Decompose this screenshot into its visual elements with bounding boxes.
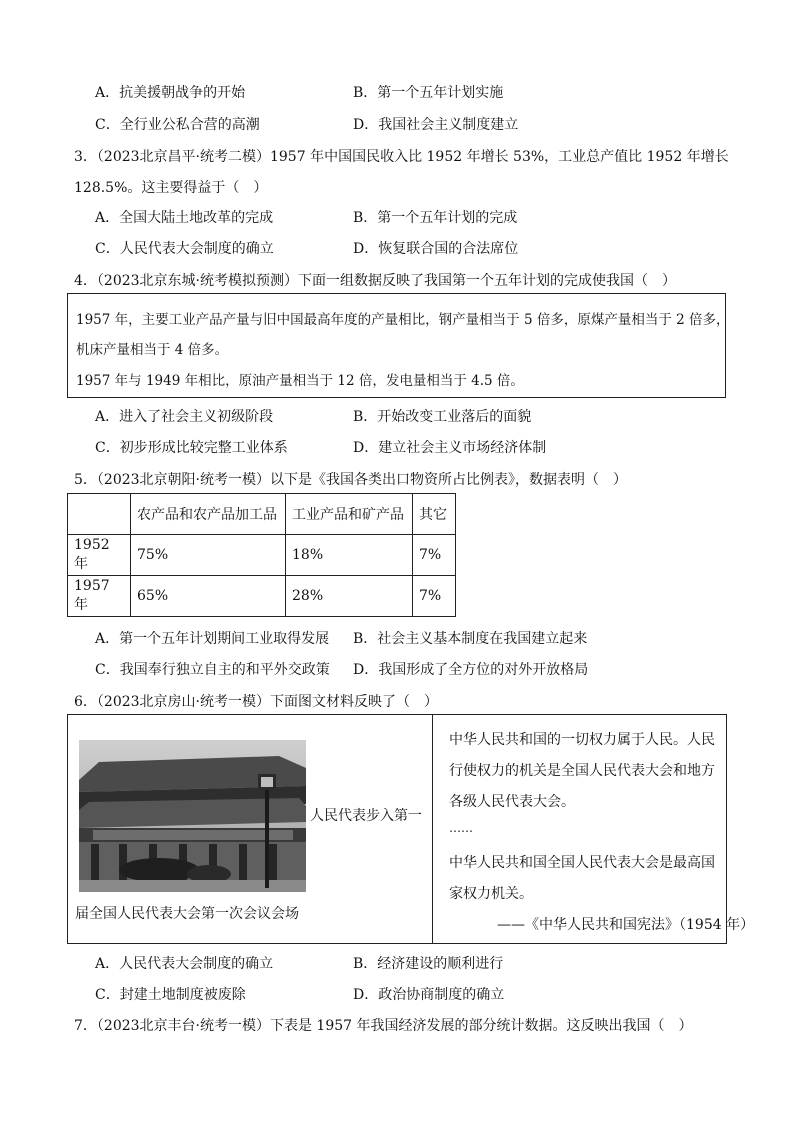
q4-material-line1: 1957 年，主要工业产品产量与旧中国最高年度的产量相比，钢产量相当于 5 倍多，原煤产量相当于 2 倍多， (76, 312, 730, 328)
q2-option-c: C．全行业公私合营的高潮 (95, 117, 260, 133)
q2-option-d: D．我国社会主义制度建立 (353, 117, 519, 133)
q6-stem: 6．（2023北京房山·统考一模）下面图文材料反映了（ ） (74, 694, 438, 710)
q6-option-a: A．人民代表大会制度的确立 (95, 956, 274, 972)
table-header-row (68, 494, 456, 535)
q4-material-box (67, 293, 730, 398)
q3-option-d: D．恢复联合国的合法席位 (353, 241, 519, 257)
table-cell: 18% (286, 535, 413, 576)
q4-option-a: A．进入了社会主义初级阶段 (95, 409, 274, 425)
q4-material-line3: 1957 年与 1949 年相比，原油产量相当于 12 倍，发电量相当于 4.5 倍。 (76, 373, 524, 389)
table-header-cell: 其它 (413, 494, 456, 535)
constitution-source: ——《中华人民共和国宪法》（1954 年） (497, 917, 755, 933)
q3-stem-line1: 3．（2023北京昌平·统考二模）1957 年中国国民收入比 1952 年增长 53%，工业总产值比 1952 年增长 (74, 149, 729, 165)
constitution-ellipsis: …… (449, 821, 473, 835)
table-header-cell (68, 494, 131, 535)
q5-option-b: B．社会主义基本制度在我国建立起来 (353, 631, 588, 647)
material-divider (432, 715, 433, 943)
q3-option-a: A．全国大陆土地改革的完成 (95, 210, 274, 226)
q4-option-c: C．初步形成比较完整工业体系 (95, 440, 288, 456)
table-row (68, 576, 456, 617)
q2-option-b: B．第一个五年计划实施 (353, 85, 504, 101)
q6-option-d: D．政治协商制度的确立 (353, 987, 505, 1003)
table-cell: 28% (286, 576, 413, 617)
table-cell: 1952 年 (68, 535, 131, 576)
q4-option-b: B．开始改变工业落后的面貌 (353, 409, 532, 425)
constitution-line2: 行使权力的机关是全国人民代表大会和地方 (449, 763, 715, 779)
constitution-line6: 家权力机关。 (449, 886, 533, 902)
table-cell: 7% (413, 576, 456, 617)
q6-option-b: B．经济建设的顺利进行 (353, 956, 504, 972)
q3-option-b: B．第一个五年计划的完成 (353, 210, 518, 226)
q3-option-c: C．人民代表大会制度的确立 (95, 241, 274, 257)
constitution-line5: 中华人民共和国全国人民代表大会是最高国 (449, 855, 715, 871)
table-cell: 1957 年 (68, 576, 131, 617)
export-ratio-table (67, 493, 456, 617)
congress-hall-photo (79, 740, 306, 892)
q4-material-line2: 机床产量相当于 4 倍多。 (76, 342, 229, 358)
table-cell: 75% (131, 535, 286, 576)
table-header-cell: 农产品和农产品加工品 (131, 494, 286, 535)
table-cell: 7% (413, 535, 456, 576)
photo-caption-part1: 人民代表步入第一 (310, 808, 422, 824)
q3-stem-line2: 128.5%。这主要得益于（ ） (74, 180, 268, 196)
q5-stem: 5．（2023北京朝阳·统考一模）以下是《我国各类出口物资所占比例表》，数据表明（ ） (74, 472, 627, 488)
table-row (68, 535, 456, 576)
q5-option-d: D．我国形成了全方位的对外开放格局 (353, 662, 589, 678)
table-header-cell: 工业产品和矿产品 (286, 494, 413, 535)
constitution-line3: 各级人民代表大会。 (449, 794, 575, 810)
q5-option-a: A．第一个五年计划期间工业取得发展 (95, 631, 330, 647)
q6-option-c: C．封建土地制度被废除 (95, 987, 246, 1003)
q4-stem: 4．（2023北京东城·统考模拟预测）下面一组数据反映了我国第一个五年计划的完成使我国（ ） (74, 273, 676, 289)
q5-option-c: C．我国奉行独立自主的和平外交政策 (95, 662, 330, 678)
constitution-line1: 中华人民共和国的一切权力属于人民。人民 (449, 732, 715, 748)
table-cell: 65% (131, 576, 286, 617)
q7-stem: 7．（2023北京丰台·统考一模）下表是 1957 年我国经济发展的部分统计数据。这反映出我国（ ） (74, 1018, 693, 1034)
q2-option-a: A．抗美援朝战争的开始 (95, 85, 246, 101)
q4-option-d: D．建立社会主义市场经济体制 (353, 440, 547, 456)
photo-caption-part2: 届全国人民代表大会第一次会议会场 (75, 906, 299, 922)
